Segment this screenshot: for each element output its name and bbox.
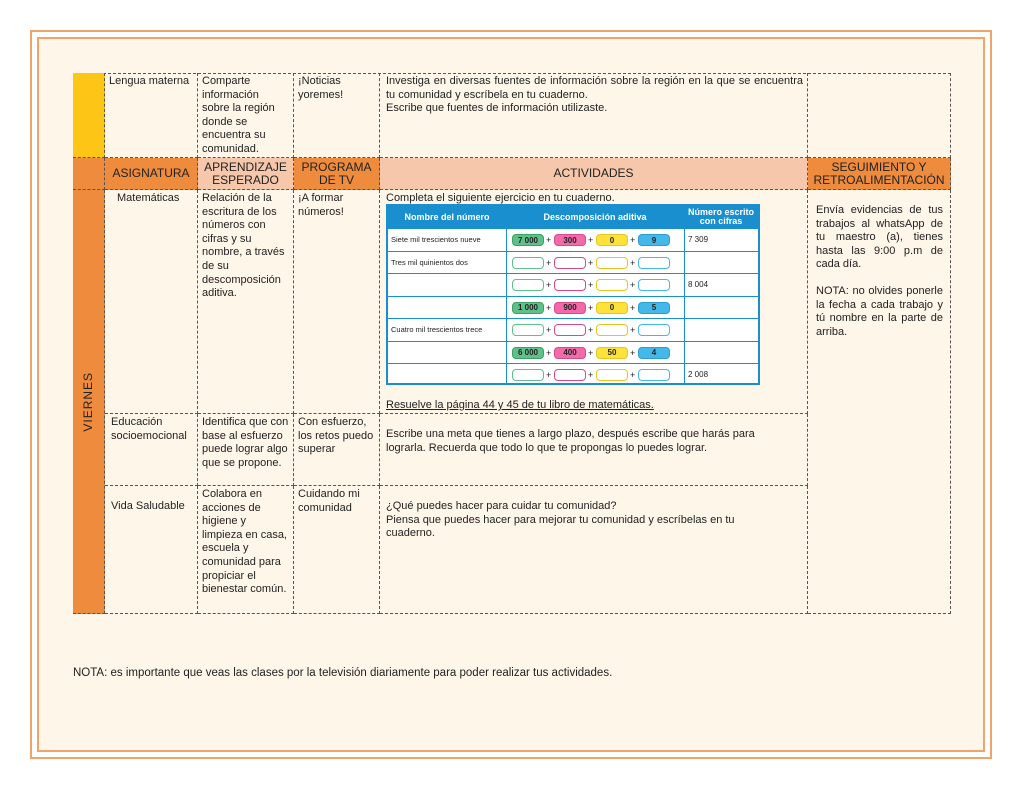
plus-sign: + xyxy=(588,257,594,268)
program-vida xyxy=(294,486,380,614)
plus-sign: + xyxy=(630,347,636,358)
header-asignatura xyxy=(105,158,198,190)
day-label: VIERNES xyxy=(80,371,95,432)
header-programa xyxy=(294,158,380,190)
decomposition-box xyxy=(512,369,544,381)
exercise-col-name: Nombre del número xyxy=(404,211,490,222)
exercise-header xyxy=(388,206,758,228)
seguimiento-viernes xyxy=(808,190,951,614)
program-socio xyxy=(294,414,380,486)
exercise-row-name: Cuatro mil trescientos trece xyxy=(391,325,483,334)
decomposition-box: 1 000 xyxy=(512,302,544,314)
decomposition-box: 9 xyxy=(638,234,670,246)
learning-socio xyxy=(198,414,294,486)
plus-sign: + xyxy=(588,280,594,290)
seguimiento-lengua xyxy=(808,73,951,158)
exercise-row xyxy=(388,273,758,295)
subject-label: Matemáticas xyxy=(117,192,180,204)
program-lengua xyxy=(294,73,380,158)
header-seguimiento xyxy=(808,158,951,190)
decomposition-box xyxy=(596,257,628,269)
activity-text: Escribe una meta que tienes a largo plazo, después escribe que harás para lograrla. Recuerda que todo lo que te propongas lo puedes lograr. xyxy=(386,428,755,454)
exercise-row-name xyxy=(391,342,505,363)
plus-sign: + xyxy=(546,347,552,358)
activity-text-2: Escribe que fuentes de información utilizaste. xyxy=(386,102,608,115)
exercise-row-name: Tres mil quinientos dos xyxy=(391,257,468,267)
program-mate xyxy=(294,190,380,414)
learning-text: Comparte información sobre la región donde se encuentra su comunidad. xyxy=(202,75,275,155)
decomposition-box xyxy=(554,279,586,291)
exercise-row-name xyxy=(391,364,505,385)
plus-sign: + xyxy=(588,347,594,358)
header-aprendizaje xyxy=(198,158,294,190)
exercise-result: 7 309 xyxy=(688,235,709,244)
exercise-row xyxy=(388,363,758,385)
exercise-row xyxy=(388,296,758,318)
program-text: ¡A formar números! xyxy=(298,192,344,218)
exercise-row-name: Siete mil trescientos nueve xyxy=(391,235,481,244)
decomposition-box xyxy=(554,369,586,381)
activity-vida xyxy=(380,486,808,614)
header-day-cell xyxy=(73,158,105,190)
plus-sign: + xyxy=(588,302,594,313)
plus-sign: + xyxy=(588,235,594,245)
header-label: ACTIVIDADES xyxy=(553,166,634,180)
exercise-row xyxy=(388,228,758,250)
activity-text: ¿Qué puedes hacer para cuidar tu comunidad? xyxy=(386,500,617,512)
footer-note: NOTA: es importante que veas las clases por la televisión diariamente para poder realizar tus actividades. xyxy=(73,667,613,679)
decomposition-box xyxy=(638,324,670,336)
decomposition-box xyxy=(638,369,670,381)
plus-sign: + xyxy=(630,370,636,380)
plus-sign: + xyxy=(546,370,552,380)
decomposition-box: 300 xyxy=(554,234,586,246)
day-color-cell xyxy=(73,73,105,158)
decomposition-box: 50 xyxy=(596,347,628,359)
header-label: PROGRAMA DE TV xyxy=(301,159,372,187)
activity-text: Investiga en diversas fuentes de información sobre la región en la que se encuentra tu comunidad y escríbela en tu cuaderno. xyxy=(386,75,803,101)
exercise-col-number: Número escrito con cifras xyxy=(687,207,755,226)
decomposition-box xyxy=(596,369,628,381)
plus-sign: + xyxy=(630,235,636,245)
plus-sign: + xyxy=(546,235,552,245)
exercise-result: 2 008 xyxy=(688,370,709,379)
activity-text-2: Piensa que puedes hacer para mejorar tu comunidad y escríbelas en tu cuaderno. xyxy=(386,513,735,540)
subject-lengua xyxy=(105,73,198,158)
decomposition-box xyxy=(512,279,544,291)
decomposition-box: 7 000 xyxy=(512,234,544,246)
subject-label: Educación socioemocional xyxy=(111,416,187,442)
program-text: ¡Noticias yoremes! xyxy=(298,75,344,101)
plus-sign: + xyxy=(546,280,552,290)
book-instruction: Resuelve la página 44 y 45 de tu libro de matemáticas. xyxy=(386,399,654,411)
learning-text: Colabora en acciones de higiene y limpieza en casa, escuela y comunidad para propiciar el bienestar común. xyxy=(202,488,287,596)
program-text: Con esfuerzo, los retos puedo superar xyxy=(298,416,374,456)
header-label: ASIGNATURA xyxy=(112,166,190,180)
plus-sign: + xyxy=(588,370,594,380)
header-label: APRENDIZAJE ESPERADO xyxy=(204,159,287,187)
plus-sign: + xyxy=(546,257,552,268)
decomposition-box: 5 xyxy=(638,302,670,314)
subject-vida xyxy=(105,486,198,614)
plus-sign: + xyxy=(630,257,636,268)
decomposition-box: 400 xyxy=(554,347,586,359)
decomposition-box xyxy=(596,324,628,336)
seguimiento-text: Envía evidencias de tus trabajos al whatsApp de tu maestro (a), tienes hasta las 9:00 p.m de cada día. xyxy=(816,204,943,271)
plus-sign: + xyxy=(630,302,636,313)
plus-sign: + xyxy=(546,325,552,335)
day-column-viernes xyxy=(73,190,105,614)
activity-text: Completa el siguiente ejercicio en tu cuaderno. xyxy=(386,192,615,204)
decomposition-box: 4 xyxy=(638,347,670,359)
decomposition-box: 0 xyxy=(596,234,628,246)
seguimiento-note: NOTA: no olvides ponerle la fecha a cada trabajo y tú nombre en la parte de arriba. xyxy=(816,284,943,338)
exercise-col-decomp: Descomposición aditiva xyxy=(543,211,647,222)
plus-sign: + xyxy=(630,280,636,290)
decomposition-box xyxy=(512,324,544,336)
learning-vida xyxy=(198,486,294,614)
activity-lengua xyxy=(380,73,808,158)
exercise-divider xyxy=(506,206,507,383)
exercise-row xyxy=(388,341,758,363)
program-text: Cuidando mi comunidad xyxy=(298,488,360,514)
activity-socio xyxy=(380,414,808,486)
learning-text: Relación de la escritura de los números con cifras y su nombre, a través de su descomposición aditiva. xyxy=(202,192,285,300)
learning-text: Identifica que con base al esfuerzo puede lograr algo que se propone. xyxy=(202,416,289,469)
learning-lengua xyxy=(198,73,294,158)
exercise-divider xyxy=(684,206,685,383)
learning-mate xyxy=(198,190,294,414)
decomposition-box xyxy=(554,324,586,336)
decomposition-box xyxy=(638,257,670,269)
exercise-row xyxy=(388,318,758,340)
plus-sign: + xyxy=(630,325,636,335)
exercise-result: 8 004 xyxy=(688,280,709,289)
plus-sign: + xyxy=(546,302,552,313)
subject-label: Vida Saludable xyxy=(111,500,185,512)
plus-sign: + xyxy=(588,325,594,335)
decomposition-box xyxy=(638,279,670,291)
subject-socio xyxy=(105,414,198,486)
exercise-table xyxy=(386,204,760,385)
decomposition-box xyxy=(512,257,544,269)
exercise-row xyxy=(388,251,758,273)
exercise-row-name xyxy=(391,274,505,295)
exercise-row-name xyxy=(391,297,505,318)
decomposition-box xyxy=(554,257,586,269)
header-label: SEGUIMIENTO Y RETROALIMENTACIÓN xyxy=(813,159,945,187)
subject-label: Lengua materna xyxy=(109,75,190,87)
header-actividades xyxy=(380,158,808,190)
decomposition-box: 900 xyxy=(554,302,586,314)
decomposition-box xyxy=(596,279,628,291)
subject-mate xyxy=(105,190,198,414)
decomposition-box: 6 000 xyxy=(512,347,544,359)
decomposition-box: 0 xyxy=(596,302,628,314)
